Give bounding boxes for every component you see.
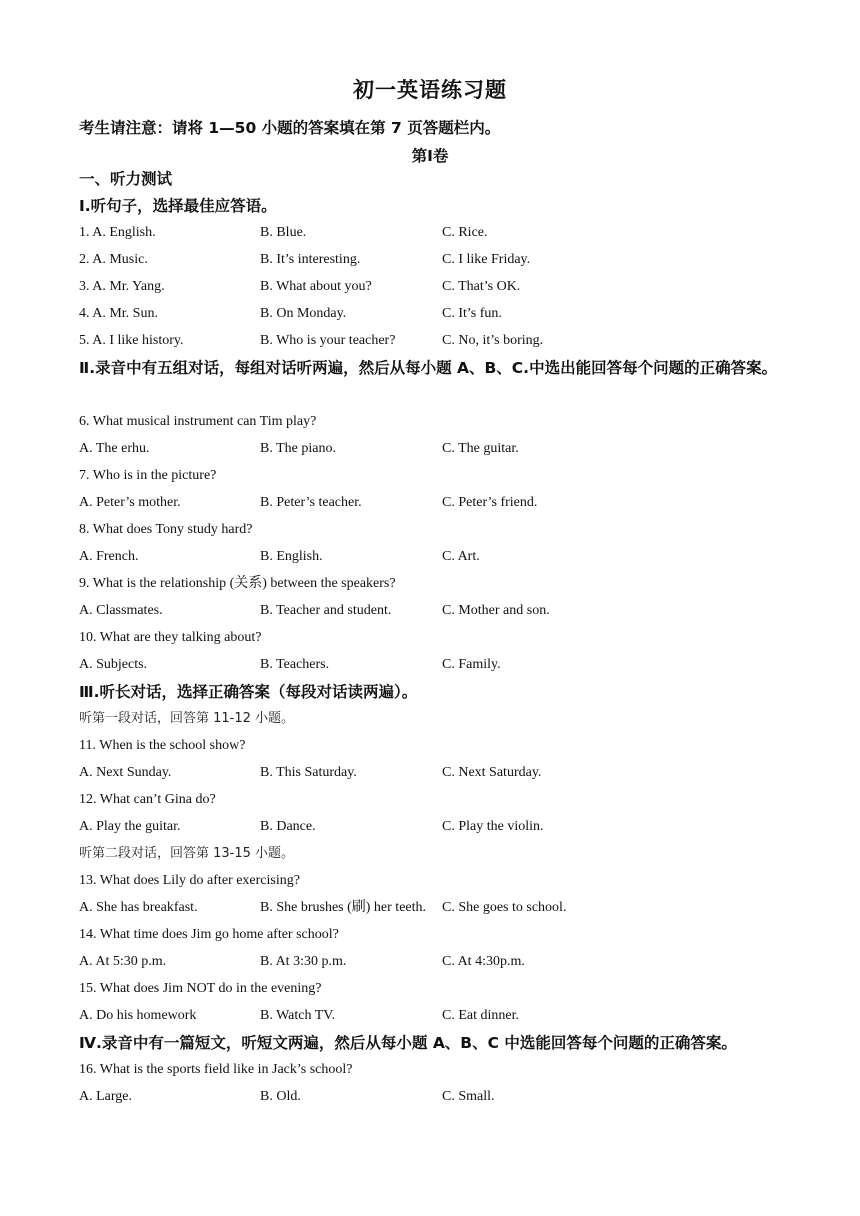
option-c: C. Play the violin.: [442, 819, 544, 834]
question-text: 8. What does Tony study hard?: [79, 522, 253, 537]
option-a: 3. A. Mr. Yang.: [79, 279, 165, 294]
question-text: 9. What is the relationship (关系) between the speakers?: [79, 576, 396, 591]
option-a: A. Subjects.: [79, 657, 148, 672]
question-row: [79, 332, 799, 350]
option-c: C. Family.: [442, 657, 501, 672]
question-options: [79, 818, 799, 836]
option-b: B. What about you?: [260, 279, 372, 294]
option-a: A. Do his homework: [79, 1008, 197, 1023]
option-a: A. French.: [79, 549, 139, 564]
question-row: [79, 305, 799, 323]
question-row: [79, 251, 799, 269]
question-options: [79, 548, 799, 566]
option-b: B. Dance.: [260, 819, 316, 834]
option-c: C. Small.: [442, 1089, 495, 1104]
question-row: [79, 278, 799, 296]
question-options: [79, 764, 799, 782]
option-a: A. At 5:30 p.m.: [79, 954, 167, 969]
question-options: [79, 440, 799, 458]
option-c: C. Rice.: [442, 225, 488, 240]
section-3-heading: Ⅲ.听长对话，选择正确答案（每段对话读两遍）。: [79, 683, 418, 701]
option-b: B. Teacher and student.: [260, 603, 392, 618]
option-c: C. At 4:30p.m.: [442, 954, 525, 969]
option-b: B. She brushes (刷) her teeth.: [260, 900, 427, 915]
option-a: A. The erhu.: [79, 441, 150, 456]
option-c: C. Art.: [442, 549, 480, 564]
part-heading-listening: 一、听力测试: [79, 170, 173, 188]
option-a: 4. A. Mr. Sun.: [79, 306, 158, 321]
option-a: 1. A. English.: [79, 225, 156, 240]
question-options: [79, 899, 799, 917]
question-options: [79, 494, 799, 512]
option-a: A. Large.: [79, 1089, 132, 1104]
question-text: 11. When is the school show?: [79, 738, 246, 753]
option-b: B. Watch TV.: [260, 1008, 336, 1023]
option-b: B. Teachers.: [260, 657, 330, 672]
question-text: 15. What does Jim NOT do in the evening?: [79, 981, 322, 996]
option-b: B. This Saturday.: [260, 765, 357, 780]
question-row: [79, 224, 799, 242]
option-c: C. She goes to school.: [442, 900, 567, 915]
section-2-heading: Ⅱ.录音中有五组对话，每组对话听两遍，然后从每小题 A、B、C.中选出能回答每个问题的正确答案。: [79, 359, 778, 377]
option-b: B. Who is your teacher?: [260, 333, 396, 348]
option-b: B. Peter’s teacher.: [260, 495, 362, 510]
option-b: B. The piano.: [260, 441, 336, 456]
option-a: 2. A. Music.: [79, 252, 148, 267]
option-a: A. She has breakfast.: [79, 900, 198, 915]
question-options: [79, 1007, 799, 1025]
option-c: C. Mother and son.: [442, 603, 550, 618]
dialogue-instruction: 听第一段对话，回答第 11-12 小题。: [79, 711, 295, 726]
option-a: A. Peter’s mother.: [79, 495, 181, 510]
option-b: B. On Monday.: [260, 306, 347, 321]
option-c: C. It’s fun.: [442, 306, 502, 321]
section-4-heading: Ⅳ.录音中有一篇短文，听短文两遍，然后从每小题 A、B、C 中选能回答每个问题的正确答案。: [79, 1034, 737, 1052]
option-b: B. Old.: [260, 1089, 301, 1104]
question-options: [79, 953, 799, 971]
question-text: 10. What are they talking about?: [79, 630, 262, 645]
question-text: 14. What time does Jim go home after school?: [79, 927, 339, 942]
page-title: 初一英语练习题: [353, 78, 507, 102]
volume-label: 第Ⅰ卷: [411, 147, 449, 165]
option-c: C. No, it’s boring.: [442, 333, 544, 348]
option-b: B. Blue.: [260, 225, 307, 240]
option-b: B. English.: [260, 549, 323, 564]
option-b: B. At 3:30 p.m.: [260, 954, 347, 969]
option-a: A. Play the guitar.: [79, 819, 181, 834]
option-c: C. Eat dinner.: [442, 1008, 519, 1023]
option-c: C. I like Friday.: [442, 252, 531, 267]
option-c: C. The guitar.: [442, 441, 519, 456]
question-text: 16. What is the sports field like in Jack’s school?: [79, 1062, 353, 1077]
exam-notice: 考生请注意：请将 1—50 小题的答案填在第 7 页答题栏内。: [79, 119, 501, 137]
question-text: 12. What can’t Gina do?: [79, 792, 216, 807]
option-a: A. Classmates.: [79, 603, 163, 618]
question-options: [79, 602, 799, 620]
section-1-heading: I.听句子，选择最佳应答语。: [79, 197, 277, 215]
question-text: 7. Who is in the picture?: [79, 468, 217, 483]
option-b: B. It’s interesting.: [260, 252, 361, 267]
question-options: [79, 656, 799, 674]
option-c: C. That’s OK.: [442, 279, 521, 294]
option-a: A. Next Sunday.: [79, 765, 172, 780]
question-text: 13. What does Lily do after exercising?: [79, 873, 300, 888]
option-c: C. Peter’s friend.: [442, 495, 538, 510]
option-a: 5. A. I like history.: [79, 333, 184, 348]
dialogue-instruction: 听第二段对话，回答第 13-15 小题。: [79, 846, 295, 861]
question-text: 6. What musical instrument can Tim play?: [79, 414, 317, 429]
option-c: C. Next Saturday.: [442, 765, 542, 780]
question-options: [79, 1088, 799, 1106]
